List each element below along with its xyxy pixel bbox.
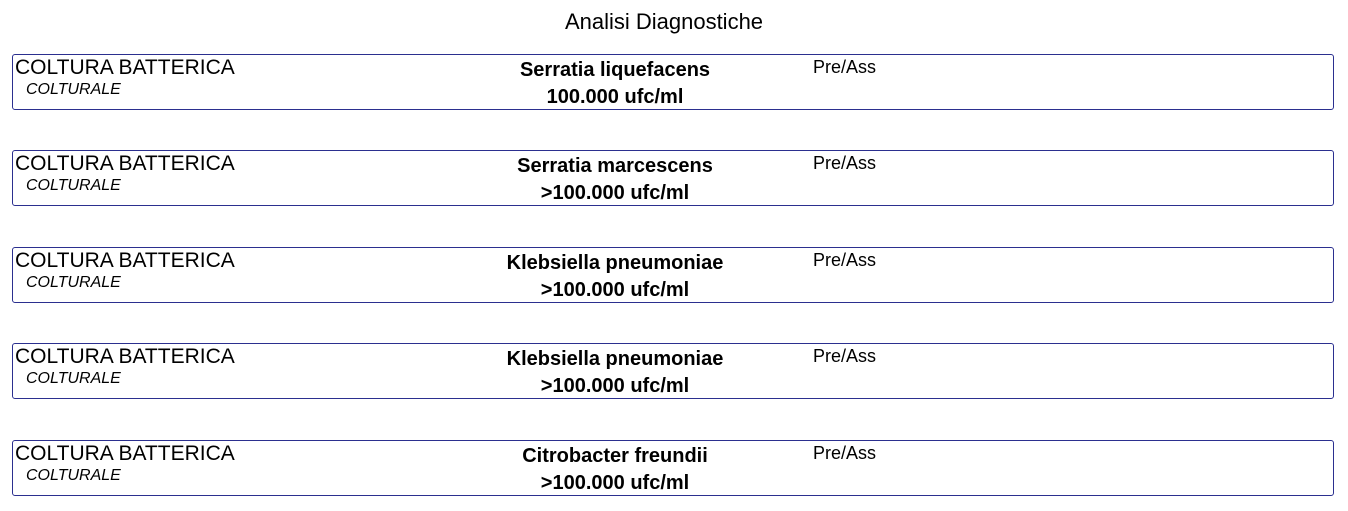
result-row <box>12 247 1334 303</box>
result-row <box>12 440 1334 496</box>
organism-name: Serratia liquefacens <box>519 59 711 81</box>
exam-name: COLTURA BATTERICA <box>15 345 235 368</box>
reference-value: Pre/Ass <box>813 443 877 463</box>
organism-name: Citrobacter freundii <box>522 445 708 467</box>
exam-method: COLTURALE <box>26 81 121 98</box>
reference-value: Pre/Ass <box>813 57 877 77</box>
exam-method: COLTURALE <box>26 467 121 484</box>
colony-count: >100.000 ufc/ml <box>540 375 690 397</box>
exam-name: COLTURA BATTERICA <box>15 152 235 175</box>
colony-count: >100.000 ufc/ml <box>540 472 690 494</box>
reference-value: Pre/Ass <box>813 250 877 270</box>
exam-name: COLTURA BATTERICA <box>15 56 235 79</box>
exam-method: COLTURALE <box>26 177 121 194</box>
exam-method: COLTURALE <box>26 274 121 291</box>
exam-name: COLTURA BATTERICA <box>15 442 235 465</box>
result-row <box>12 150 1334 206</box>
reference-value: Pre/Ass <box>813 153 877 173</box>
exam-method: COLTURALE <box>26 370 121 387</box>
colony-count: >100.000 ufc/ml <box>540 279 690 301</box>
result-row <box>12 54 1334 110</box>
colony-count: 100.000 ufc/ml <box>546 86 684 108</box>
result-row <box>12 343 1334 399</box>
organism-name: Klebsiella pneumoniae <box>506 348 724 370</box>
colony-count: >100.000 ufc/ml <box>540 182 690 204</box>
exam-name: COLTURA BATTERICA <box>15 249 235 272</box>
page-title: Analisi Diagnostiche <box>564 9 764 34</box>
organism-name: Klebsiella pneumoniae <box>506 252 724 274</box>
reference-value: Pre/Ass <box>813 346 877 366</box>
organism-name: Serratia marcescens <box>517 155 713 177</box>
